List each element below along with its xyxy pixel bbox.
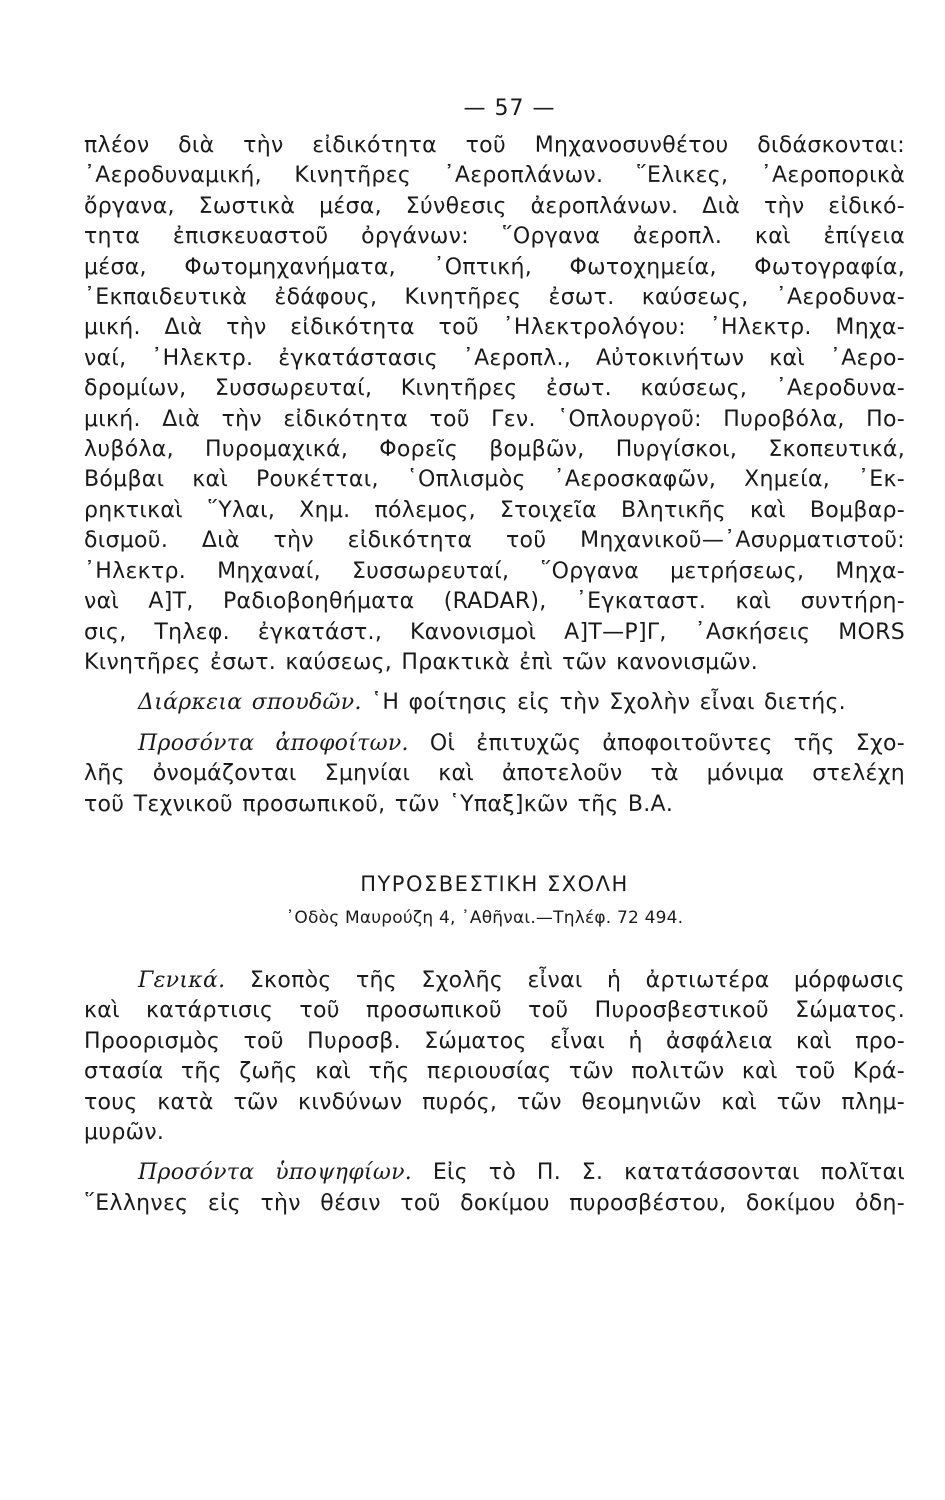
general-paragraph [84, 966, 905, 1148]
candidates-paragraph [84, 1158, 905, 1219]
text-line: ᾿Εκπαιδευτικὰ ἐδάφους, Κινητῆρες ἐσωτ. καύσεως, ᾿Αεροδυνα- [84, 285, 905, 311]
text-line: Κινητῆρες ἐσωτ. καύσεως, Πρακτικὰ ἐπὶ τῶν κανονισμῶν. [84, 649, 759, 675]
section-heading: Γενικά. [138, 967, 226, 993]
text-line: μέσα, Φωτομηχανήματα, ᾿Οπτική, Φωτοχημεία, Φωτογραφία, [84, 254, 905, 280]
text-line: ᾿Ηλεκτρ. Μηχαναί, Συσσωρευταί, ῞Οργανα μετρήσεως, Μηχα- [84, 558, 905, 584]
text-line: δισμοῦ. Διὰ τὴν εἰδικότητα τοῦ Μηχανικοῦ—᾿Ασυρματιστοῦ: [84, 528, 905, 554]
text-line: τητα ἐπισκευαστοῦ ὀργάνων: ῞Οργανα ἀεροπλ. καὶ ἐπίγεια [84, 224, 905, 250]
text-line: σις, Τηλεφ. ἐγκατάστ., Κανονισμοὶ Α]Τ—Ρ]Γ, ᾿Ασκήσεις MORS [84, 619, 905, 645]
text-line [84, 688, 905, 718]
text-line: ναί, ᾿Ηλεκτρ. ἐγκατάστασις ᾿Αεροπλ., Αὐτοκινήτων καὶ ᾿Αερο- [84, 345, 905, 371]
page-number: — 57 — [463, 96, 556, 121]
text-line: μική. Διὰ τὴν εἰδικότητα τοῦ Γεν. ῾Οπλουργοῦ: Πυροβόλα, Πο- [84, 406, 905, 432]
text-line [84, 966, 905, 996]
text-line: πλέον διὰ τὴν εἰδικότητα τοῦ Μηχανοσυνθέτου διδάσκονται: [84, 133, 905, 158]
text-line: ᾿Αεροδυναμική, Κινητῆρες ᾿Αεροπλάνων. ῞Ελικες, ᾿Αεροπορικὰ [84, 163, 905, 189]
text-line [84, 729, 905, 759]
text-line: τοῦ Τεχνικοῦ προσωπικοῦ, τῶν ῾Υπαξ]κῶν τῆς Β.Α. [84, 791, 674, 817]
curriculum-paragraph [84, 131, 905, 678]
duration-paragraph [84, 688, 905, 718]
text-line: λυβόλα, Πυρομαχικά, Φορεῖς βομβῶν, Πυργίσκοι, Σκοπευτικά, [84, 437, 905, 463]
graduates-paragraph [84, 729, 905, 820]
section-heading: Προσόντα ἀποφοίτων. [138, 730, 409, 756]
section-heading: Διάρκεια σπουδῶν. [138, 690, 362, 716]
text-line: λῆς ὀνομάζονται Σμηνίαι καὶ ἀποτελοῦν τὰ μόνιμα στελέχη [84, 761, 905, 787]
text-line: καὶ κατάρτισις τοῦ προσωπικοῦ τοῦ Πυροσβεστικοῦ Σώματος. [84, 998, 905, 1024]
school-address: ᾿Οδὸς Μαυρούζη 4, ᾿Αθῆναι.—Τηλέφ. 72 494. [285, 907, 684, 928]
text-line: μική. Διὰ τὴν εἰδικότητα τοῦ ᾿Ηλεκτρολόγου: ᾿Ηλεκτρ. Μηχα- [84, 315, 905, 341]
text-line: δρομίων, Συσσωρευταί, Κινητῆρες ἐσωτ. καύσεως, ᾿Αεροδυνα- [84, 376, 905, 402]
paragraph-text: Σκοπὸς τῆς Σχολῆς εἶναι ἡ ἀρτιωτέρα μόρφωσις [225, 967, 905, 993]
text-line: Βόμβαι καὶ Ρουκέτται, ῾Οπλισμὸς ᾿Αεροσκαφῶν, Χημεία, ᾿Εκ- [84, 467, 905, 493]
text-line: ρηκτικαὶ ῞Υλαι, Χημ. πόλεμος, Στοιχεῖα Βλητικῆς καὶ Βομβαρ- [84, 497, 905, 523]
text-line: τους κατὰ τῶν κινδύνων πυρός, τῶν θεομηνιῶν καὶ τῶν πλημ- [84, 1089, 905, 1115]
text-line: ῞Ελληνες εἰς τὴν θέσιν τοῦ δοκίμου πυροσβέστου, δοκίμου ὀδη- [84, 1190, 905, 1216]
text-line: μυρῶν. [84, 1119, 165, 1145]
section-heading: Προσόντα ὑποψηφίων. [138, 1160, 413, 1186]
text-line: Προορισμὸς τοῦ Πυροσβ. Σώματος εἶναι ἡ ἀσφάλεια καὶ προ- [84, 1028, 905, 1054]
paragraph-text: ῾Η φοίτησις εἰς τὴν Σχολὴν εἶναι διετής. [361, 690, 846, 716]
text-line: ναὶ Α]Τ, Ραδιοβοηθήματα (RADAR), ᾿Εγκαταστ. καὶ συντήρη- [84, 589, 905, 615]
paragraph-text: Εἰς τὸ Π. Σ. κατατάσσονται πολῖται [412, 1160, 905, 1186]
text-line: στασία τῆς ζωῆς καὶ τῆς περιουσίας τῶν πολιτῶν καὶ τοῦ Κρά- [84, 1059, 905, 1085]
text-line: ὄργανα, Σωστικὰ μέσα, Σύνθεσις ἀεροπλάνων. Διὰ τὴν εἰδικό- [84, 193, 905, 219]
school-title: ΠΥΡΟΣΒΕΣΤΙΚΗ ΣΧΟΛΗ [360, 871, 629, 896]
text-line [84, 1158, 905, 1188]
paragraph-text: Οἱ ἐπιτυχῶς ἀποφοιτοῦντες τῆς Σχο- [408, 730, 905, 756]
